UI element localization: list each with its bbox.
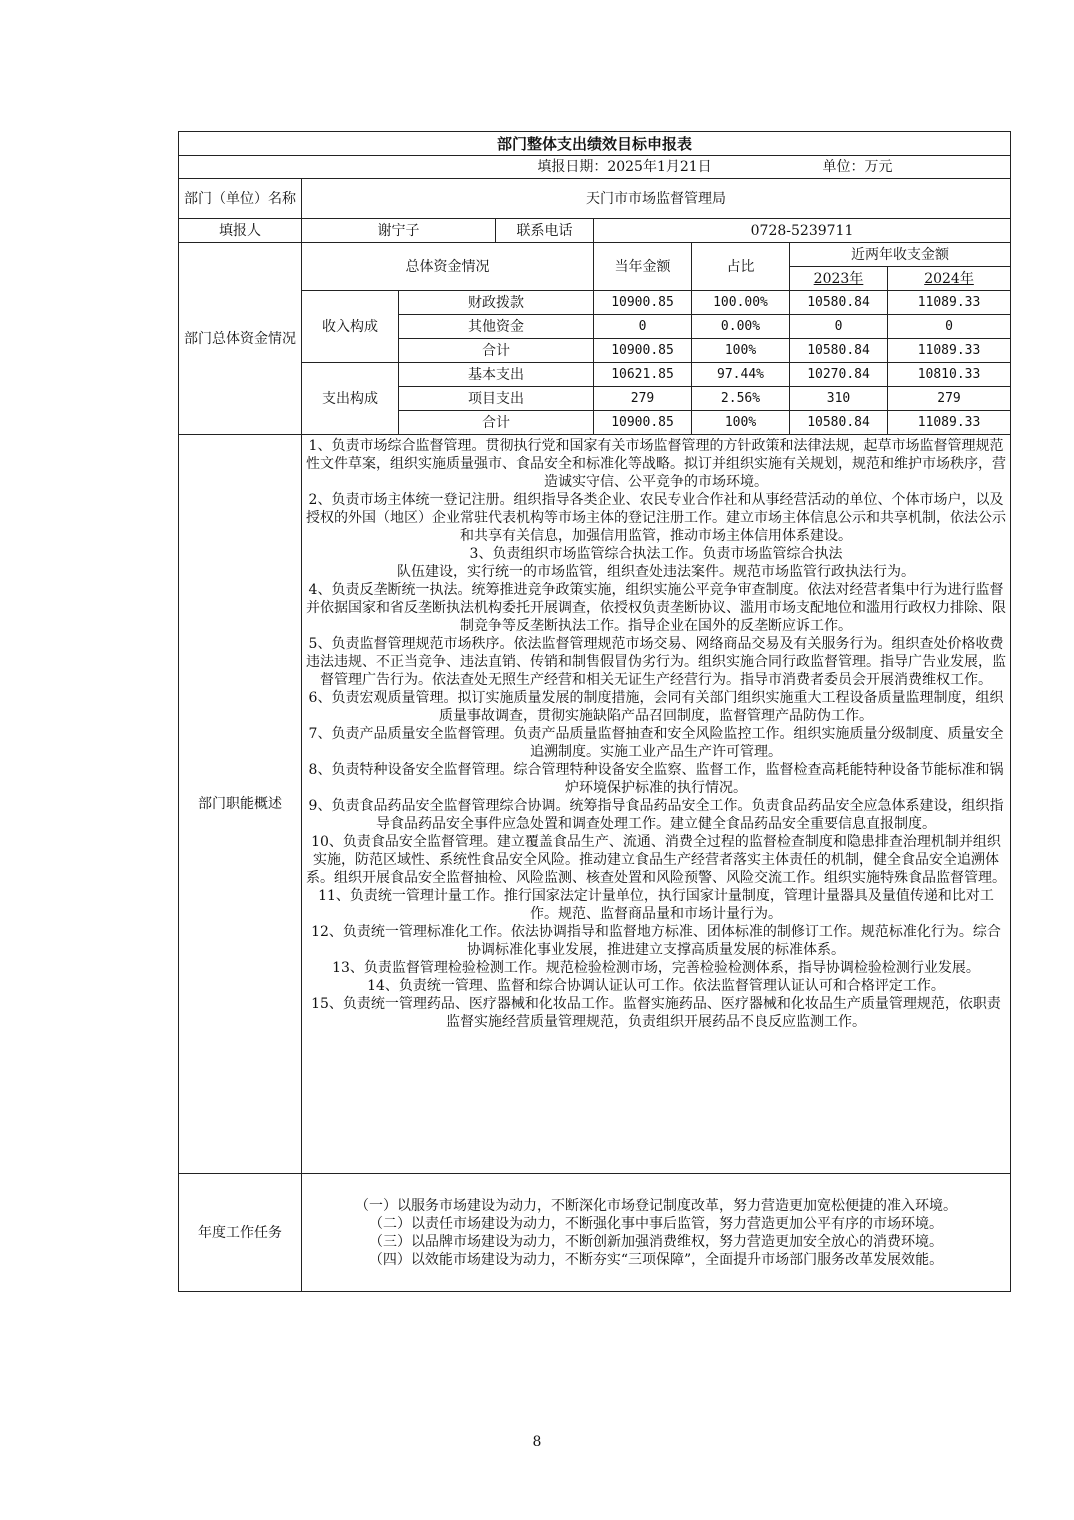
income-total-name: 合计 [399, 339, 594, 363]
filler-label: 填报人 [179, 219, 302, 243]
income-row-name: 其他资金 [399, 315, 594, 339]
expense-row-name: 基本支出 [399, 363, 594, 387]
phone-value: 0728-5239711 [594, 219, 1011, 243]
phone-label: 联系电话 [496, 219, 594, 243]
dept-label: 部门（单位）名称 [179, 179, 302, 219]
income-row-2024: 0 [888, 315, 1011, 339]
task-item: （一）以服务市场建设为动力，不断深化市场登记制度改革，努力营造更加宽松便捷的准入环境。 [355, 1197, 957, 1214]
expense-label: 支出构成 [302, 363, 399, 435]
year-2024-header: 2024年 [888, 267, 1011, 291]
duty-item: 2、负责市场主体统一登记注册。组织指导各类企业、农民专业合作社和从事经营活动的单位、个体市场户，以及授权的外国（地区）企业常驻代表机构等市场主体的登记注册工作。建立市场主体信息公示和共享机制，依法公示和共享有关信息，加强信用监管，推动市场主体信用体系建设。 [306, 491, 1006, 544]
expense-total-name: 合计 [399, 411, 594, 435]
duty-item: 队伍建设，实行统一的市场监管，组织查处违法案件。规范市场监管行政执法行为。 [397, 563, 915, 580]
income-total-ratio: 100% [692, 339, 790, 363]
duty-item: 13、负责监督管理检验检测工作。规范检验检测市场，完善检验检测体系，指导协调检验检测行业发展。 [332, 959, 980, 976]
unit-label: 单位：万元 [822, 159, 893, 175]
income-row-2024: 11089.33 [888, 291, 1011, 315]
expense-row-name: 项目支出 [399, 387, 594, 411]
performance-target-form [178, 131, 1011, 1292]
duty-item: 8、负责特种设备安全监督管理。综合管理特种设备安全监察、监督工作，监督检查高耗能特种设备节能标准和锅炉环境保护标准的执行情况。 [308, 761, 1004, 796]
duty-item: 7、负责产品质量安全监督管理。负责产品质量监督抽查和安全风险监控工作。组织实施质量分级制度、质量安全追溯制度。实施工业产品生产许可管理。 [308, 725, 1004, 760]
duty-item: 10、负责食品安全监督管理。建立覆盖食品生产、流通、消费全过程的监督检查制度和隐患排查治理机制并组织实施，防范区域性、系统性食品安全风险。推动建立食品生产经营者落实主体责任的机制，健全食品安全追溯体系。组织开展食品安全监督抽检、风险监测、核查处置和风险预警、风险交流工作。组织实施特殊食品监督管理。 [306, 833, 1006, 886]
expense-total-2024: 11089.33 [888, 411, 1011, 435]
expense-row-current: 279 [594, 387, 692, 411]
fill-date: 填报日期：2025年1月21日 [537, 159, 712, 175]
duty-item: 4、负责反垄断统一执法。统筹推进竞争政策实施，组织实施公平竞争审查制度。依法对经营者集中行为进行监督并依据国家和省反垄断执法机构委托开展调查，依授权负责垄断协议、滥用市场支配地位和滥用行政权力排除、限制竞争等反垄断执法工作。指导企业在国外的反垄断应诉工作。 [306, 581, 1006, 634]
task-item: （二）以责任市场建设为动力，不断强化事中事后监管，努力营造更加公平有序的市场环境。 [369, 1215, 943, 1232]
recent-years-header: 近两年收支金额 [790, 243, 1011, 267]
task-item: （三）以品牌市场建设为动力，不断创新加强消费维权，努力营造更加安全放心的消费环境。 [369, 1233, 943, 1250]
funds-section-label: 部门总体资金情况 [179, 243, 302, 435]
income-row-current: 10900.85 [594, 291, 692, 315]
task-item: （四）以效能市场建设为动力，不断夯实“三项保障”，全面提升市场部门服务改革发展效能。 [368, 1251, 944, 1268]
income-total-2023: 10580.84 [790, 339, 888, 363]
income-row-ratio: 100.00% [692, 291, 790, 315]
tasks-label: 年度工作任务 [179, 1174, 302, 1292]
tasks-cell [302, 1174, 1011, 1292]
expense-row-ratio: 2.56% [692, 387, 790, 411]
expense-total-2023: 10580.84 [790, 411, 888, 435]
duty-item: 14、负责统一管理、监督和综合协调认证认可工作。依法监督管理认证认可和合格评定工作。 [367, 977, 945, 994]
duties-cell [302, 435, 1011, 1174]
duty-item: 12、负责统一管理标准化工作。依法协调指导和监督地方标准、团体标准的制修订工作。规范标准化行为。综合协调标准化事业发展，推进建立支撑高质量发展的标准体系。 [311, 923, 1001, 958]
income-row-current: 0 [594, 315, 692, 339]
dept-name: 天门市市场监督管理局 [302, 179, 1011, 219]
duties-label: 部门职能概述 [179, 435, 302, 1174]
expense-row-2024: 10810.33 [888, 363, 1011, 387]
page-number: 8 [532, 1434, 542, 1450]
expense-total-current: 10900.85 [594, 411, 692, 435]
income-row-2023: 0 [790, 315, 888, 339]
overall-funds-header: 总体资金情况 [302, 243, 594, 291]
duty-item: 11、负责统一管理计量工作。推行国家法定计量单位，执行国家计量制度，管理计量器具及量值传递和比对工作。规范、监督商品量和市场计量行为。 [318, 887, 994, 922]
expense-row-2023: 310 [790, 387, 888, 411]
duty-item: 9、负责食品药品安全监督管理综合协调。统筹指导食品药品安全工作。负责食品药品安全应急体系建设，组织指导食品药品安全事件应急处置和调查处理工作。建立健全食品药品安全重要信息直报制度。 [308, 797, 1004, 832]
duty-item: 5、负责监督管理规范市场秩序。依法监督管理规范市场交易、网络商品交易及有关服务行为。组织查处价格收费违法违规、不正当竞争、违法直销、传销和制售假冒伪劣行为。组织实施合同行政监督管理。指导广告业发展，监督管理广告行为。依法查处无照生产经营和相关无证生产经营行为。指导市消费者委员会开展消费维权工作。 [306, 635, 1006, 688]
expense-total-ratio: 100% [692, 411, 790, 435]
date-unit-row [179, 156, 1011, 179]
income-total-2024: 11089.33 [888, 339, 1011, 363]
duty-item: 15、负责统一管理药品、医疗器械和化妆品工作。监督实施药品、医疗器械和化妆品生产质量管理规范，依职责监督实施经营质量管理规范，负责组织开展药品不良反应监测工作。 [311, 995, 1001, 1030]
duty-item: 1、负责市场综合监督管理。贯彻执行党和国家有关市场监督管理的方针政策和法律法规，起草市场监督管理规范性文件草案，组织实施质量强市、食品安全和标准化等战略。拟订并组织实施有关规划，规范和维护市场秩序，营造诚实守信、公平竞争的市场环境。 [306, 437, 1006, 490]
expense-row-ratio: 97.44% [692, 363, 790, 387]
income-row-2023: 10580.84 [790, 291, 888, 315]
expense-row-current: 10621.85 [594, 363, 692, 387]
income-row-ratio: 0.00% [692, 315, 790, 339]
form-title: 部门整体支出绩效目标申报表 [179, 132, 1011, 156]
duty-item: 3、负责组织市场监管综合执法工作。负责市场监管综合执法 [469, 545, 843, 562]
current-amount-header: 当年金额 [594, 243, 692, 291]
ratio-header: 占比 [692, 243, 790, 291]
income-label: 收入构成 [302, 291, 399, 363]
expense-row-2024: 279 [888, 387, 1011, 411]
filler-name: 谢宁子 [302, 219, 496, 243]
income-row-name: 财政拨款 [399, 291, 594, 315]
expense-row-2023: 10270.84 [790, 363, 888, 387]
year-2023-header: 2023年 [790, 267, 888, 291]
income-total-current: 10900.85 [594, 339, 692, 363]
duty-item: 6、负责宏观质量管理。拟订实施质量发展的制度措施，会同有关部门组织实施重大工程设备质量监理制度，组织质量事故调查，贯彻实施缺陷产品召回制度，监督管理产品防伪工作。 [308, 689, 1004, 724]
